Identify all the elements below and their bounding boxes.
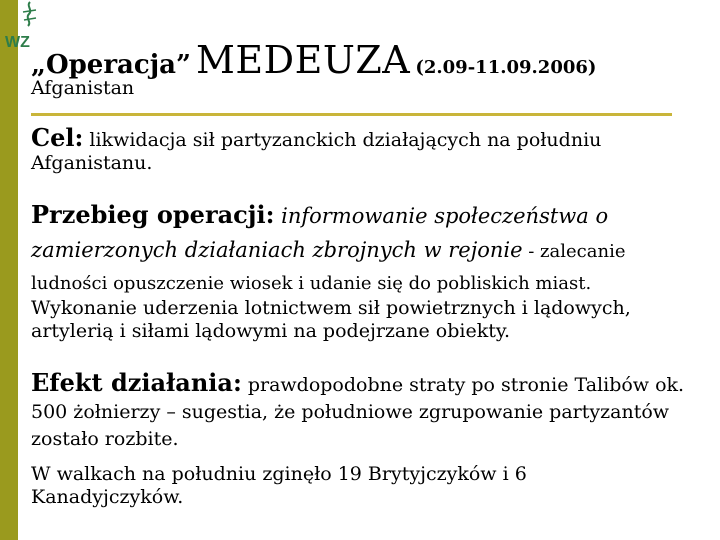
left-accent-bar xyxy=(0,0,18,540)
goal-label: Cel: xyxy=(31,123,84,152)
title-main: MEDEUZA xyxy=(196,38,411,82)
course-label: Przebieg operacji: xyxy=(31,200,275,229)
strike-paragraph xyxy=(31,297,699,343)
losses-text: W walkach na południu zginęło 19 Brytyjczyków i 6 Kanadyjczyków. xyxy=(31,463,527,508)
strike-text: Wykonanie uderzenia lotnictwem sił powietrznych i lądowych, artylerią i siłami lądowymi na podejrzane obiekty. xyxy=(31,297,631,342)
course-paragraph xyxy=(31,199,703,300)
effect-label: Efekt działania: xyxy=(31,368,242,397)
slide-title xyxy=(31,38,596,82)
effect-text: prawdopodobne straty po stronie Talibów ok. 500 żołnierzy – sugestia, że południowe zgrupowanie partyzantów zostało rozbite. xyxy=(31,374,685,450)
effect-paragraph xyxy=(31,369,703,453)
logo-letters: WZ xyxy=(5,34,30,51)
course-text: - zalecanie ludności opuszczenie wiosek i udanie się do pobliskich miast. xyxy=(31,241,626,294)
course-italic-text: informowanie społeczeństwa o zamierzonych działaniach zbrojnych w rejonie xyxy=(31,204,609,262)
title-dates: (2.09-11.09.2006) xyxy=(415,57,597,78)
goal-paragraph xyxy=(31,123,703,175)
title-divider xyxy=(31,113,672,116)
slide-subtitle: Afganistan xyxy=(31,77,135,99)
title-prefix: „Operacja” xyxy=(31,50,191,80)
goal-text: likwidacja sił partyzanckich działających na południu Afganistanu. xyxy=(31,129,602,174)
losses-paragraph xyxy=(31,463,591,509)
